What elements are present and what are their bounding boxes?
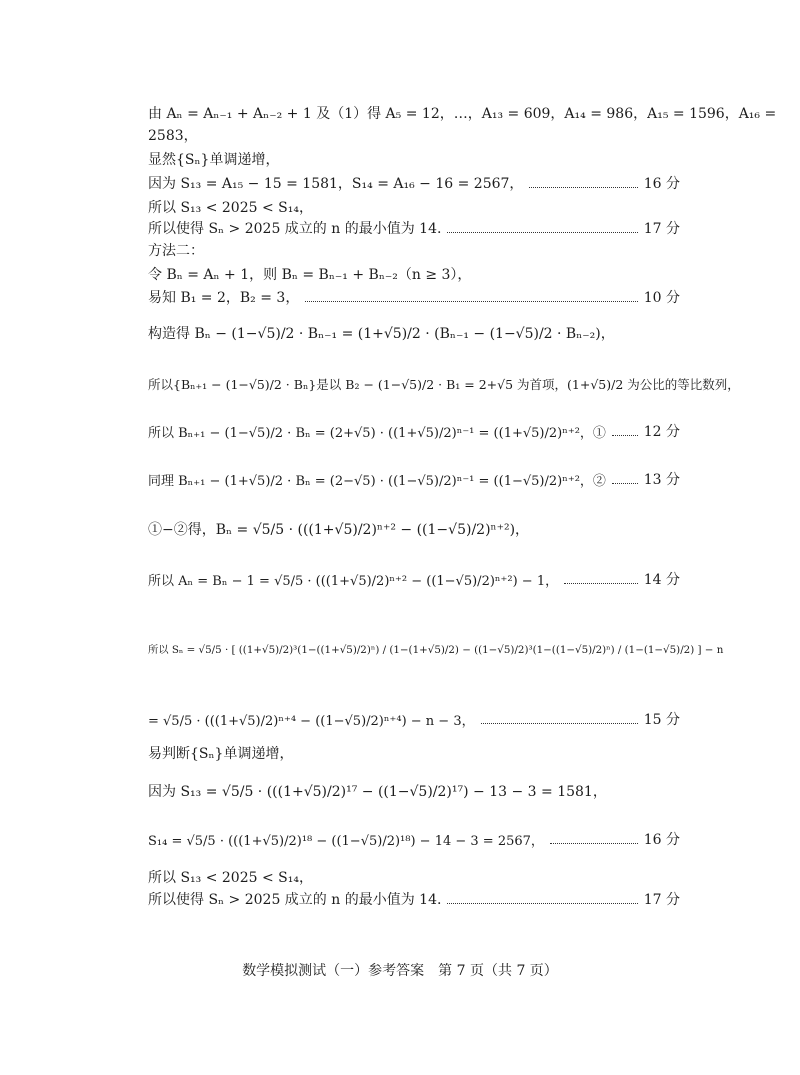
page-footer: 数学模拟测试（一）参考答案 第 7 页（共 7 页） bbox=[242, 963, 558, 979]
score-points: 15 分 bbox=[643, 712, 680, 728]
line-18 bbox=[148, 738, 680, 768]
line-text: 同理 Bₙ₊₁ − (1+√5)/2 · Bₙ = (2−√5) · ((1−√5)/2)ⁿ⁻¹ = ((1−√5)/2)ⁿ⁺²，② bbox=[148, 473, 606, 489]
score-points: 16 分 bbox=[643, 832, 680, 848]
dot-leader bbox=[447, 232, 637, 233]
line-22 bbox=[148, 884, 680, 914]
dot-leader bbox=[550, 843, 638, 844]
score-points: 12 分 bbox=[643, 424, 680, 440]
line-text: 易判断{Sₙ}单调递增， bbox=[148, 746, 294, 762]
dot-leader bbox=[612, 435, 638, 436]
line-20 bbox=[148, 824, 680, 854]
score-points: 13 分 bbox=[643, 472, 680, 488]
line-text: 所以 Sₙ = √5/5 · [ ((1+√5)/2)³(1−((1+√5)/2)ⁿ) / (1−(1+√5)/2) − ((1−√5)/2)³(1−((1−√5)/2)ⁿ) / (1−(1−√5)/2) ] − n bbox=[148, 643, 724, 656]
line-text: S₁₄ = √5/5 · (((1+√5)/2)¹⁸ − ((1−√5)/2)¹⁸) − 14 − 3 = 2567， bbox=[148, 833, 544, 849]
line-text: 所以{Bₙ₊₁ − (1−√5)/2 · Bₙ}是以 B₂ − (1−√5)/2 · B₁ = 2+√5 为首项，(1+√5)/2 为公比的等比数列， bbox=[148, 377, 740, 392]
line-text: 由 Aₙ = Aₙ₋₁ + Aₙ₋₂ + 1 及（1）得 A₅ = 12，…，A₁₃ = 609，A₁₄ = 986，A₁₅ = 1596，A₁₆ = bbox=[148, 106, 777, 122]
line-text: 构造得 Bₙ − (1−√5)/2 · Bₙ₋₁ = (1+√5)/2 · (Bₙ₋₁ − (1−√5)/2 · Bₙ₋₂)， bbox=[148, 326, 615, 342]
line-text: 所以 S₁₃ < 2025 < S₁₄， bbox=[148, 870, 313, 886]
score-points: 16 分 bbox=[643, 176, 680, 192]
dot-leader bbox=[305, 301, 637, 302]
line-text: 所以 S₁₃ < 2025 < S₁₄， bbox=[148, 200, 313, 216]
line-15 bbox=[148, 564, 680, 594]
line-text: ①−②得，Bₙ = √5/5 · (((1+√5)/2)ⁿ⁺² − ((1−√5)/2)ⁿ⁺²)， bbox=[148, 522, 530, 538]
line-text: 所以使得 Sₙ > 2025 成立的 n 的最小值为 14. bbox=[148, 221, 442, 237]
dot-leader bbox=[481, 723, 638, 724]
line-13 bbox=[148, 464, 680, 494]
dot-leader bbox=[447, 903, 637, 904]
line-text: 易知 B₁ = 2，B₂ = 3， bbox=[148, 290, 300, 306]
line-14 bbox=[148, 514, 680, 544]
line-text: 所以使得 Sₙ > 2025 成立的 n 的最小值为 14. bbox=[148, 892, 442, 908]
line-text: 所以 Aₙ = Bₙ − 1 = √5/5 · (((1+√5)/2)ⁿ⁺² − ((1−√5)/2)ⁿ⁺²) − 1， bbox=[148, 573, 559, 589]
line-text: = √5/5 · (((1+√5)/2)ⁿ⁺⁴ − ((1−√5)/2)ⁿ⁺⁴) − n − 3， bbox=[148, 713, 475, 729]
line-text: 因为 S₁₃ = √5/5 · (((1+√5)/2)¹⁷ − ((1−√5)/2)¹⁷) − 13 − 3 = 1581， bbox=[148, 784, 607, 800]
score-points: 10 分 bbox=[643, 290, 680, 306]
line-9 bbox=[148, 282, 680, 312]
line-10 bbox=[148, 318, 680, 348]
dot-leader bbox=[612, 483, 638, 484]
line-text: 因为 S₁₃ = A₁₅ − 15 = 1581，S₁₄ = A₁₆ − 16 = 2567， bbox=[148, 176, 524, 192]
line-text: 令 Bₙ = Aₙ + 1，则 Bₙ = Bₙ₋₁ + Bₙ₋₂（n ≥ 3）， bbox=[148, 267, 472, 283]
line-17 bbox=[148, 704, 680, 734]
score-points: 14 分 bbox=[643, 572, 680, 588]
line-text: 方法二： bbox=[148, 243, 204, 259]
score-points: 17 分 bbox=[643, 892, 680, 908]
line-12 bbox=[148, 416, 680, 446]
dot-leader bbox=[529, 187, 637, 188]
line-16 bbox=[148, 633, 724, 663]
line-text: 显然{Sₙ}单调递增， bbox=[148, 152, 280, 168]
line-text: 所以 Bₙ₊₁ − (1−√5)/2 · Bₙ = (2+√5) · ((1+√5)/2)ⁿ⁻¹ = ((1+√5)/2)ⁿ⁺²，① bbox=[148, 425, 606, 441]
dot-leader bbox=[564, 583, 638, 584]
line-text: 2583， bbox=[148, 128, 198, 144]
score-points: 17 分 bbox=[643, 221, 680, 237]
line-19 bbox=[148, 776, 680, 806]
line-11 bbox=[148, 369, 740, 399]
